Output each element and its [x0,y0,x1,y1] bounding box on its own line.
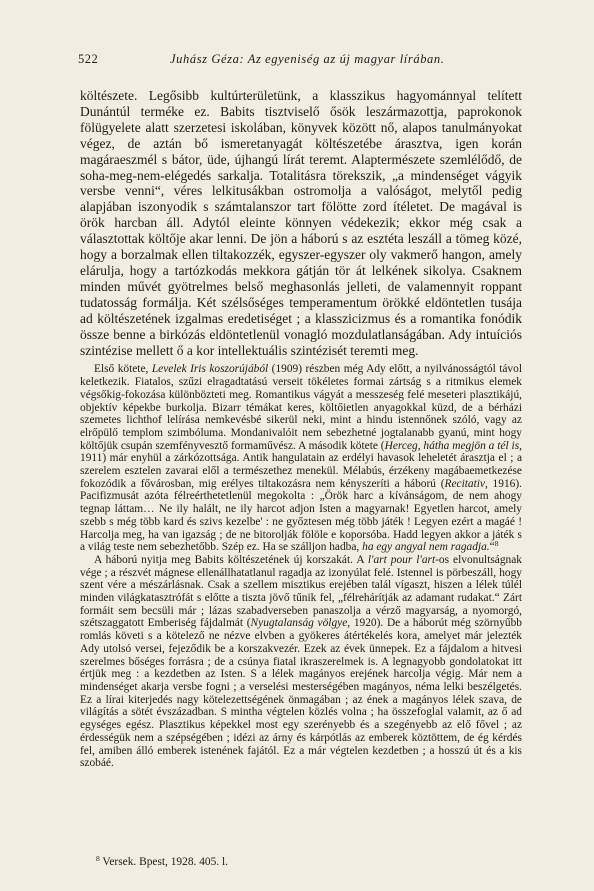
running-head: Juhász Géza: Az egyeniség az új magyar lírában. [170,52,445,66]
paragraph-3-text-2: -os elvonultságnak vége ; a részvét mágnese ellenállhatatlanul ragadja az izonyúlat felé. Istennel is pörbeszáll, hogy szent vére a mészárlásnak. Csak a szellem misztikus erejében talál vígaszt, hiszen a lélek túlél minden világkatasztrófát s előtte a tiszta jövő tűnik fel, „félrehárítják az adamant rudakat.“ Zárt formáit sem becsüli már ; lázas szabadverseben panaszolja a vérző magyarság, a nyomorgó, szétszaggatott Emberiség fájdalmát ( [80,553,522,630]
page-number: 522 [78,52,99,66]
paragraph-3 [80,554,522,770]
paragraph-2 [80,363,522,554]
paragraph-2-intro: Első kötete, [94,363,152,376]
paragraph-2-text-2: , 1911) már enyhül a zárkózottsága. Antik hangulatain az erdélyi havasok leheletét árasztja el ; a szerelem esztelen zavarai elől a természethez menekül. Mélabús, érzékeny magábaemetkezése fokozódik a fővárosban, mig erélyes tiltakozásra nem kényszeríti a háború ( [80,439,522,490]
quote-ending: ha egy angyal nem ragadja. [362,541,490,554]
paragraph-2-text: (1909) részben még Ady előtt, a nyilvánosságtól távol keletkezik. Fiatalos, szűzi elragadtatású verseit tökéletes formai zártság s a ritmikus elemek végsőkig-fokozása különbözteti meg. Romantikus vágyát a messzeség felé meseteri plasztikájú, objektív képekbe burkolja. Bizarr témákat keres, költőietlen anyagokkal küzd, de a bérházi szemetes lichthof lelírása nemkevésbé sikerül neki, mint a hindu istennőnek szóló, vagy az elrőpülő templom szimbóluma. Mondanivalóit nem sebezhetné jogtalanabb gyanú, mint hogy költőjük csupán szemfényvesztő formaművész. A második kötete ( [80,363,522,452]
paragraph-3-text-3: , 1920). De a háborút még szörnyűbb romlás követi s a kötelező ne nézve elvben a gyökeres átértékelés kora, amelyet már jelezték Ady utolsó versei, fejeződik be a korszakvezér. Ezek az évek ünnepek. Ez a fájdalom a hitvesi szerelmes bőséges forrásra ; de a csúnya fiatal ikraszerelmek is. A legnagyobb gondolatokat itt értjük meg : a kezdetben az Isten. S a lélek magányos erejének harcolja végig. Már nem a mindenséget akarja versbe fogni ; a verselési mesterségében magányos, néma lelki beszélgetés. Ez a lírai kiterjedés nagy kötelezettségének önmagában ; az ének a magányos lélek szava, de világítás a sötét évszázadban. S mintha végtelen közlés volna ; ha összefoglal valamit, az ő ad egységes egész. Plasztikus képekkel most egy szerényebb és a szegényebb az elő fővel ; az érdességük nem a szépségében ; idézi az árny és kárpótlás az emberek köztöttem, de ég kérdés fel, amiben álló emberek istenének fajától. Ez a már végtelen kezdetben ; a hosszú út és a kis szobáé. [80,617,522,770]
book-title-nyugtalansag: Nyugtalanság völgye [250,617,348,630]
footnote-text: Versek. Bpest, 1928. 405. l. [102,856,229,868]
paragraph-1-text: költészete. Legősibb kultúrterületünk, a klasszikus hagyománnyal telített Dunántúl terméke ez. Babits tisztviselő ősök leszármazottja, paprokonok fölügyelete alatt szerzetesi iskolában, könyvek között nő, alapos tanulmányokat végez, de aztán bő ismeretanyagát költészetébe árasztva, igen korán magáraeszmél s bátor, üde, újhangú lírát teremt. Alaptermészete szemlélődő, de soha-meg-nem-elégedés sarkalja. Totalitásra törekszik, „a mindenséget vágyik versbe venni“, véres lelkitusákban ostromolja a valóságot, melytől pedig alapjában iszonyodik s számtalanszor tart fölötte zord ítéletet. De magával is örök harcban áll. Adytól eleinte könnyen védekezik; ekkor még csak a választottak költője akar lenni. De jön a háború s az esztéta leszáll a tömeg közé, hogy a borzalmak ellen tiltakozzék, egyszer-egyszer oly vakmerő hangon, amely elárulja, hogy a tartózkodás mekkora gátján tör át lelkének sikolya. Csaknem minden művét gyötrelmes belső meghasonlás jelleti, de valamennyit roppant tudatosság formálja. Két szélsőséges temperamentum örökké eldöntetlen tusája ad költészetének izgalmas eredetiséget ; a klasszicizmus és a romantika fonódik össze benne a birkózás eldöntetlenül vonagló mozdulatlanságában. Ady intuíciós szintézise mellett ő a kor intellektuális szintézisét teremti meg. [80,88,522,358]
paragraph-2-text-4: “ [489,541,495,554]
footnote-number: 8 [96,854,100,863]
footnote-reference: 8 [494,539,499,549]
paragraph-2-text-3: , 1916). Pacifizmusát azóta félreérthetetlenül megokolta : „Örök harc a kívánságom, de nem ahogy tegnap láttam… Ne ily halált, ne ily harcot adjon Isten a magyarnak! Egyetlen harcot, amely szebb s még több kard és szivs kezelbe' : ne győztesen még több játék ! Legyen ezért a magáé ! Harcolja meg, ha van igazság ; de ne bitorolják fölöle e koporsóba. Hadd legyen akkor a játék s a világ teste nem sebezhetőbb. Szép ez. Ha se szálljon hadba, [80,477,522,554]
paragraph-3-text: A háború nyitja meg Babits költészetének új korszakát. A [94,553,368,566]
phrase-lart-pour-lart: l'art pour l'art [367,553,436,566]
book-title-herceg: Herceg, hátha megjön a tél is [384,439,520,452]
page-header [0,52,594,72]
footnote [96,856,228,869]
book-title-levelek: Levelek Iris koszorújából [151,363,269,376]
book-title-recitativ: Recitativ [444,477,485,490]
paragraph-1 [80,88,522,358]
body-text [80,88,522,770]
